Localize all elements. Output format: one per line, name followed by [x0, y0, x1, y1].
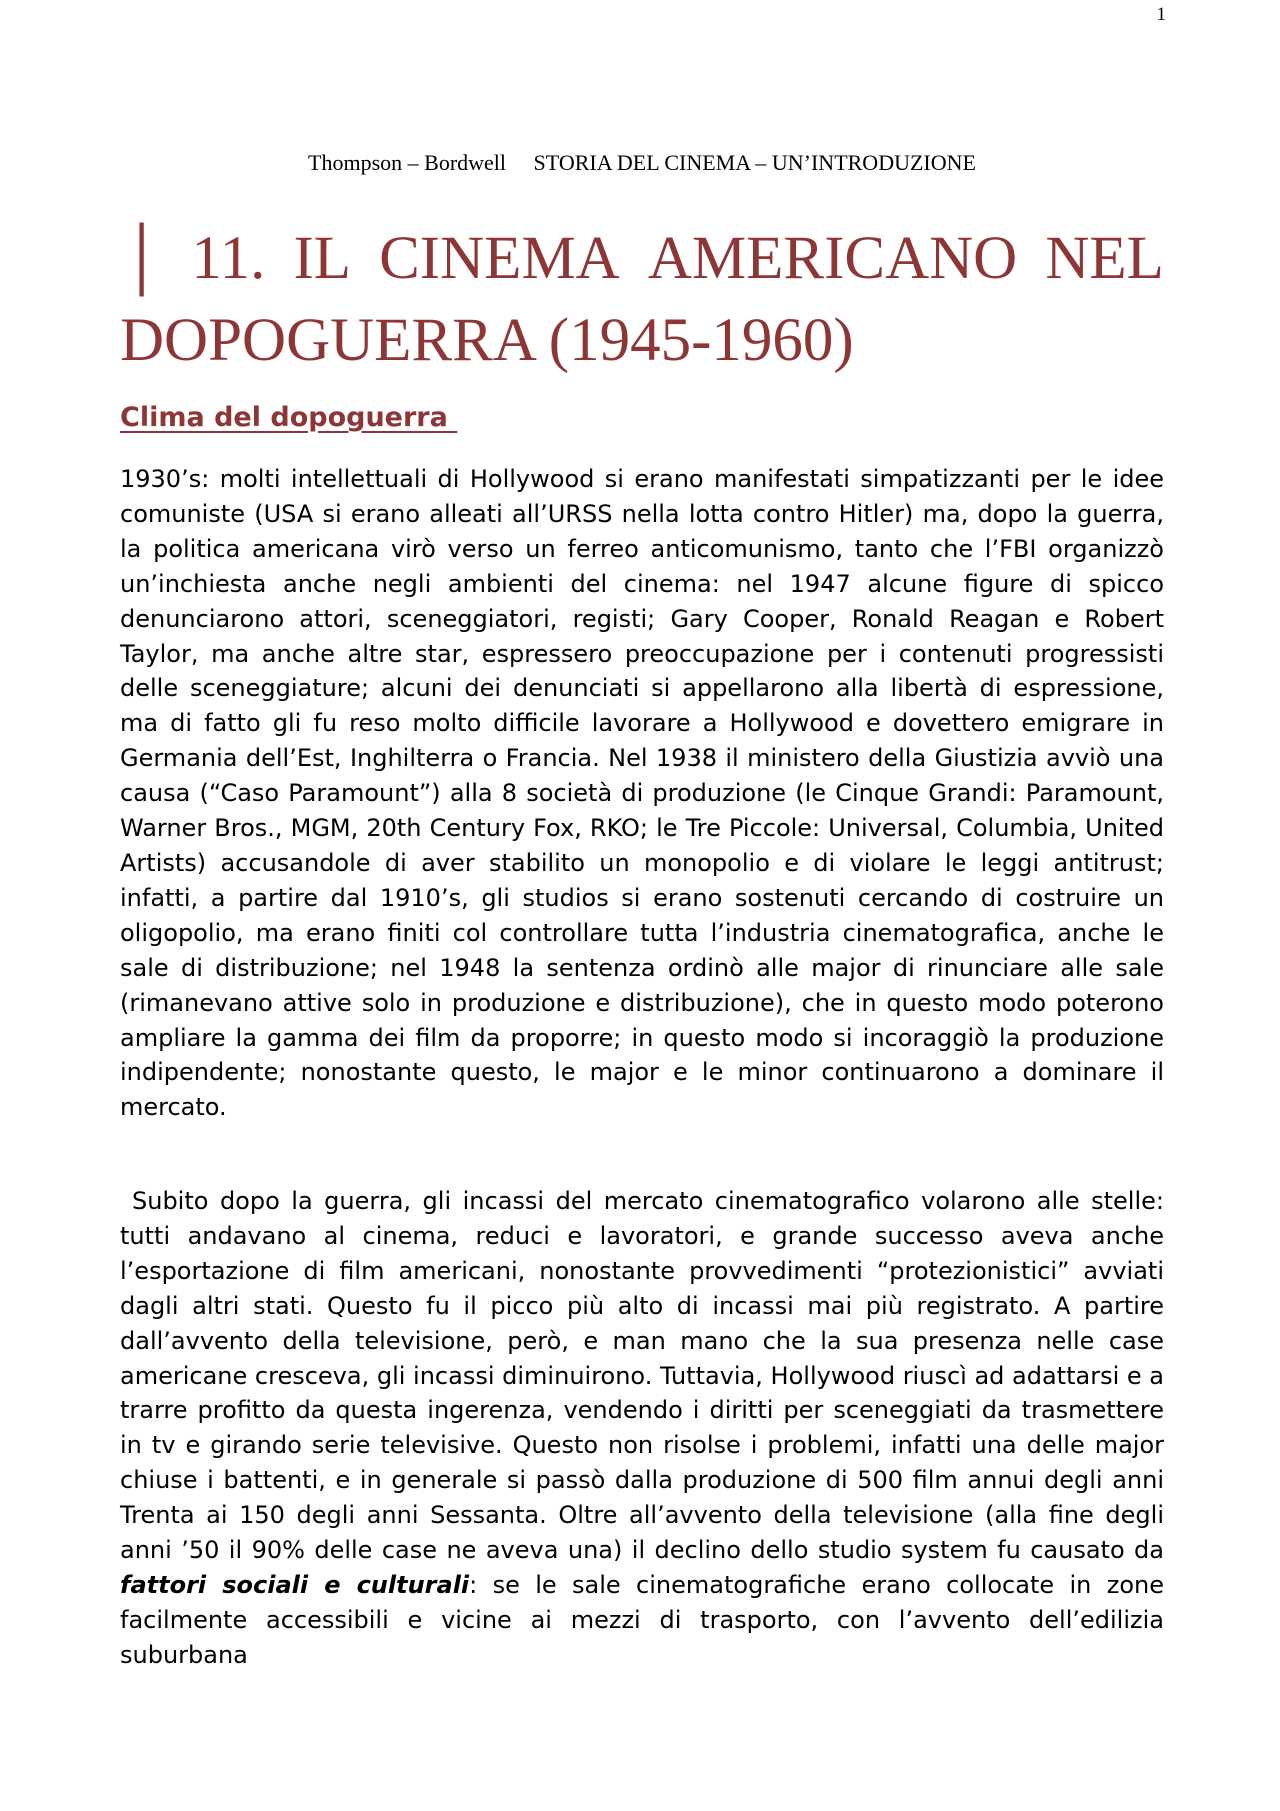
- section-heading: Clima del dopoguerra: [120, 402, 458, 433]
- paragraph-2-text: Subito dopo la guerra, gli incassi del mercato cinematografico volarono alle stelle: tutti andavano al cinema, reduci e lavoratori, e grande successo aveva anche l’esportazione di film americani, nonostante provvedimenti “protezionistici” avviati dagli altri stati. Questo fu il picco più alto di incassi mai più registrato. A partire dall’avvento della televisione, però, e man mano che la sua presenza nelle case americane cresceva, gli incassi diminuirono. Tuttavia, Hollywood riuscì ad adattarsi e a trarre profitto da questa ingerenza, vendendo i diritti per sceneggiati da trasmettere in tv e girando serie televisive. Questo non risolse i problemi, infatti una delle major chiuse i battenti, e in generale si passò dalla produzione di 500 film annui degli anni Trenta ai 150 degli anni Sessanta. Oltre all’avvento della televisione (alla fine degli anni ’50 il 90% delle case ne aveva una) il declino dello studio system fu causato da: [120, 1187, 1164, 1565]
- running-header: Thompson – Bordwell STORIA DEL CINEMA – UN’INTRODUZIONE: [308, 150, 976, 175]
- chapter-title-word: NEL: [1045, 225, 1164, 292]
- body-paragraph-1: 1930’s: molti intellettuali di Hollywood si erano manifestati simpatizzanti per le idee comuniste (USA si erano alleati all’URSS nella lotta contro Hitler) ma, dopo la guerra, la politica americana virò verso un ferreo anticomunismo, tanto che l’FBI organizzò un’inchiesta anche negli ambienti del cinema: nel 1947 alcune figure di spicco denunciarono attori, sceneggiatori, registi; Gary Cooper, Ronald Reagan e Robert Taylor, ma anche altre star, espressero preoccupazione per i contenuti progressisti delle sceneggiature; alcuni dei denunciati si appellarono alla libertà di espressione, ma di fatto gli fu reso molto difficile lavorare a Hollywood e dovettero emigrare in Germania dell’Est, Inghilterra o Francia. Nel 1938 il ministero della Giustizia avviò una causa (“Caso Paramount”) alla 8 società di produzione (le Cinque Grandi: Paramount, Warner Bros., MGM, 20th Century Fox, RKO; le Tre Piccole: Universal, Columbia, United Artists) accusandole di aver stabilito un monopolio e di violare le leggi antitrust; infatti, a partire dal 1910’s, gli studios si erano sostenuti cercando di costruire un oligopolio, ma erano finiti col controllare tutta l’industria cinematografica, anche le sale di distribuzione; nel 1948 la sentenza ordinò alle major di rinunciare alle sale (rimanevano attive solo in produzione e distribuzione), che in questo modo poterono ampliare la gamma dei film da proporre; in questo modo si incoraggiò la produzione indipendente; nonostante questo, le major e le minor continuarono a dominare il mercato.: [120, 465, 1164, 1122]
- chapter-title-word: AMERICANO: [647, 225, 1018, 292]
- chapter-title-word: CINEMA: [379, 225, 620, 292]
- body-paragraph-2: [120, 1184, 1164, 1673]
- chapter-number: 11.: [191, 225, 266, 292]
- paragraph-2-text-continued: : se le sale cinematografiche erano collocate in zone facilmente accessibili e vicine ai mezzi di trasporto, con l’avvento dell’edilizia suburbana: [120, 1570, 1164, 1669]
- chapter-marker: │: [120, 225, 164, 292]
- emphasis-text: fattori sociali e culturali: [120, 1570, 470, 1599]
- page-number: 1: [1156, 4, 1166, 25]
- chapter-title-line-2: DOPOGUERRA (1945-1960): [120, 307, 854, 374]
- chapter-title: [120, 218, 1164, 382]
- chapter-title-line-1: [120, 218, 1164, 300]
- chapter-title-word: IL: [293, 225, 352, 292]
